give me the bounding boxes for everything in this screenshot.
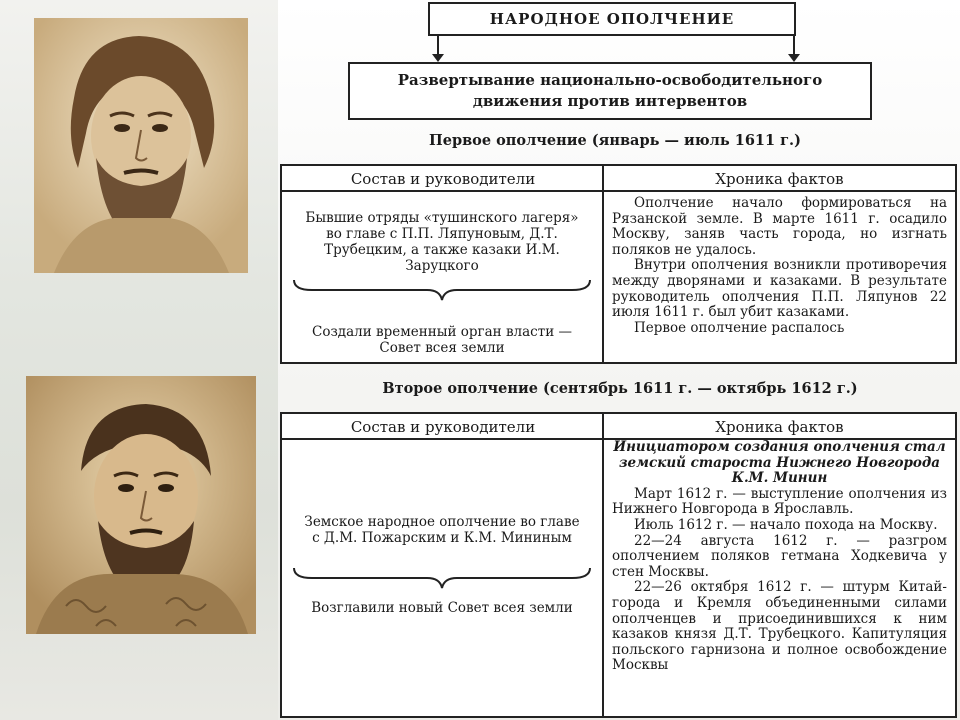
first-chronicle — [612, 196, 947, 336]
first-chronicle-item: Ополчение начало формироваться на Рязанской земле. В марте 1611 г. осадило Москву, заняв часть города, но изгнать поляков не удалось. — [612, 195, 947, 258]
second-composition: Земское народное ополчение во главе с Д.М. Пожарским и К.М. Мининым — [304, 514, 580, 546]
title-box — [428, 2, 796, 36]
first-col-chronicle-header: Хроника фактов — [604, 166, 955, 192]
second-initiator: Инициатором создания ополчения стал земский староста Нижнего Новгорода К.М. Минин — [613, 439, 946, 487]
second-chronicle-item: 22—24 августа 1612 г. — разгром ополчением поляков гетмана Ходкевича у стен Москвы. — [612, 532, 947, 580]
second-chronicle — [612, 440, 947, 674]
first-brace — [292, 278, 592, 304]
second-chronicle-item: Март 1612 г. — выступление ополчения из Нижнего Новгорода в Ярославль. — [612, 485, 947, 518]
first-column-divider — [602, 166, 604, 362]
first-col-composition-header: Состав и руководители — [282, 166, 604, 192]
second-chronicle-item: Июль 1612 г. — начало похода на Москву. — [634, 516, 938, 533]
second-brace — [292, 566, 592, 592]
second-militia-heading: Второе ополчение (сентябрь 1611 г. — октябрь 1612 г.) — [382, 380, 858, 397]
second-militia-table — [280, 412, 957, 718]
first-result: Создали временный орган власти — Совет всея земли — [311, 324, 573, 356]
first-militia-heading: Первое ополчение (январь — июль 1611 г.) — [429, 132, 801, 149]
second-chronicle-item: 22—26 октября 1612 г. — штурм Китай-города и Кремля объединенными силами ополченцев и присоединившихся к ним казаков князя Д.Т. Трубецкого. Капитуляция польского гарнизона и полное освобождение Москвы — [612, 579, 947, 674]
second-col-composition-header: Состав и руководители — [282, 414, 604, 440]
title-text: НАРОДНОЕ ОПОЛЧЕНИЕ — [489, 10, 735, 28]
subtitle-box — [348, 62, 872, 120]
second-result: Возглавили новый Совет всея земли — [311, 600, 573, 616]
second-column-divider — [602, 414, 604, 716]
first-militia-table — [280, 164, 957, 364]
first-composition: Бывшие отряды «тушинского лагеря» во главе с П.П. Ляпуновым, Д.Т. Трубецким, а также казаки И.М. Заруцкого — [305, 210, 579, 274]
first-chronicle-item: Внутри ополчения возникли противоречия между дворянами и казаками. В результате руководитель ополчения П.П. Ляпунов 22 июля 1611 г. был убит казаками. — [612, 257, 947, 321]
subtitle-text: Развертывание национально-освободительного движения против интервентов — [397, 71, 823, 110]
portrait-lyapunov — [34, 18, 248, 273]
title-arrows — [420, 34, 820, 64]
first-chronicle-item: Первое ополчение распалось — [634, 319, 845, 336]
portrait-pozharsky — [26, 376, 256, 634]
second-col-chronicle-header: Хроника фактов — [604, 414, 955, 440]
